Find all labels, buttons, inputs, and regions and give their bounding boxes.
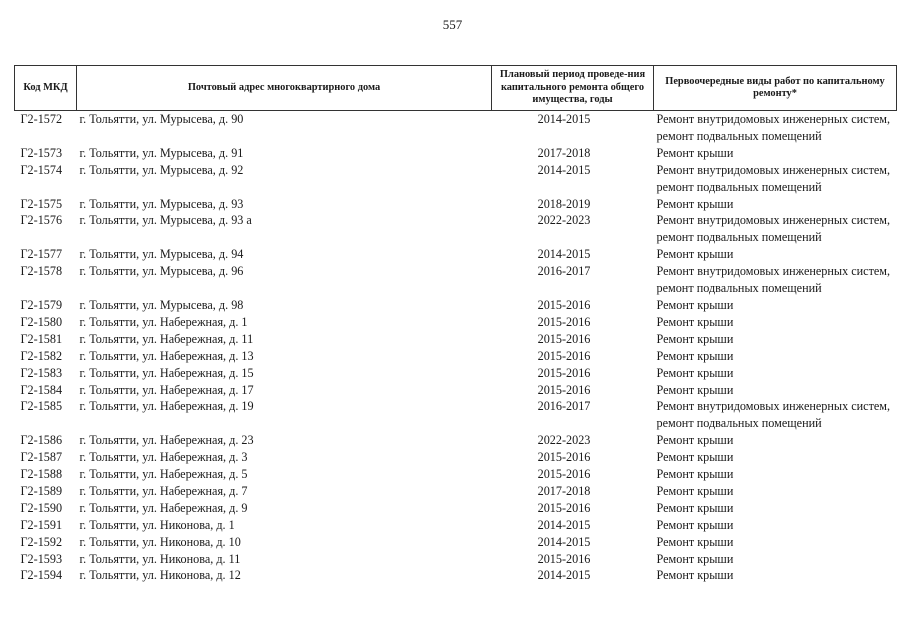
work-type-line: ремонт подвальных помещений [656,281,822,296]
work-type-line: Ремонт внутридомовых инженерных систем, [656,213,891,228]
row-address: г. Тольятти, ул. Набережная, д. 1 [79,314,248,329]
row-code: Г2-1593 [20,551,63,566]
row-works [654,398,897,432]
row-period: 2014-2015 [537,534,591,549]
work-type-line: Ремонт крыши [656,568,734,583]
row-works [654,145,897,162]
row-period: 2015-2016 [537,314,591,329]
row-code: Г2-1573 [20,145,63,160]
row-period: 2015-2016 [537,551,591,566]
row-works [654,517,897,534]
row-code: Г2-1577 [20,247,63,262]
row-address: г. Тольятти, ул. Мурысева, д. 96 [79,264,244,279]
row-address: г. Тольятти, ул. Мурысева, д. 94 [79,247,244,262]
row-period: 2014-2015 [537,568,591,583]
row-code: Г2-1587 [20,450,63,465]
table-row [15,432,897,449]
row-code: Г2-1575 [20,196,63,211]
row-period: 2015-2016 [537,297,591,312]
row-works [654,382,897,399]
row-address: г. Тольятти, ул. Никонова, д. 12 [79,568,241,583]
row-code: Г2-1592 [20,534,63,549]
row-works [654,314,897,331]
row-address: г. Тольятти, ул. Набережная, д. 13 [79,348,254,363]
row-period: 2014-2015 [537,112,591,126]
row-period: 2015-2016 [537,365,591,380]
work-type-line: Ремонт крыши [656,534,734,549]
row-period: 2016-2017 [537,399,591,414]
work-type-line: Ремонт внутридомовых инженерных систем, [656,264,891,279]
table-row [15,382,897,399]
header-works: Первоочередные виды работ по капитальному ремонту* [654,66,897,111]
work-type-line: Ремонт крыши [656,348,734,363]
row-works [654,162,897,196]
row-period: 2022-2023 [537,433,591,448]
page-number: 557 [442,17,463,32]
table-row [15,111,897,145]
row-address: г. Тольятти, ул. Никонова, д. 10 [79,534,241,549]
table-row [15,314,897,331]
row-address: г. Тольятти, ул. Набережная, д. 7 [79,483,248,498]
row-address: г. Тольятти, ул. Мурысева, д. 91 [79,145,244,160]
row-period: 2015-2016 [537,500,591,515]
header-address: Почтовый адрес многоквартирного дома [77,66,492,111]
work-type-line: Ремонт крыши [656,297,734,312]
work-type-line: Ремонт внутридомовых инженерных систем, [656,399,891,414]
table-row [15,551,897,568]
table-row [15,534,897,551]
row-period: 2015-2016 [537,450,591,465]
row-works [654,212,897,246]
row-works [654,432,897,449]
row-code: Г2-1591 [20,517,63,532]
row-period: 2014-2015 [537,517,591,532]
work-type-line: ремонт подвальных помещений [656,128,822,143]
row-works [654,567,897,584]
row-works [654,500,897,517]
work-type-line: Ремонт крыши [656,331,734,346]
table-row [15,449,897,466]
row-works [654,297,897,314]
row-code: Г2-1578 [20,264,63,279]
row-period: 2014-2015 [537,247,591,262]
row-works [654,534,897,551]
row-works [654,551,897,568]
row-code: Г2-1583 [20,365,63,380]
work-type-line: Ремонт внутридомовых инженерных систем, [656,112,891,126]
row-address: г. Тольятти, ул. Мурысева, д. 98 [79,297,244,312]
row-address: г. Тольятти, ул. Набережная, д. 23 [79,433,254,448]
table-row [15,263,897,297]
row-period: 2022-2023 [537,213,591,228]
table-row [15,500,897,517]
row-address: г. Тольятти, ул. Набережная, д. 9 [79,500,248,515]
work-type-line: Ремонт крыши [656,500,734,515]
row-code: Г2-1589 [20,483,63,498]
work-type-line: ремонт подвальных помещений [656,179,822,194]
table-row [15,466,897,483]
row-period: 2017-2018 [537,145,591,160]
table-row [15,246,897,263]
work-type-line: Ремонт крыши [656,551,734,566]
work-type-line: Ремонт крыши [656,517,734,532]
row-period: 2018-2019 [537,196,591,211]
row-address: г. Тольятти, ул. Никонова, д. 1 [79,517,235,532]
table-row [15,196,897,213]
row-period: 2015-2016 [537,382,591,397]
work-type-line: Ремонт крыши [656,450,734,465]
table-row [15,348,897,365]
row-period: 2015-2016 [537,348,591,363]
row-address: г. Тольятти, ул. Мурысева, д. 93 а [79,213,252,228]
row-address: г. Тольятти, ул. Набережная, д. 3 [79,450,248,465]
table-row [15,517,897,534]
row-code: Г2-1572 [20,112,63,126]
row-works [654,483,897,500]
table-row [15,483,897,500]
row-address: г. Тольятти, ул. Набережная, д. 17 [79,382,254,397]
row-works [654,111,897,145]
work-type-line: ремонт подвальных помещений [656,416,822,431]
header-code: Код МКД [15,66,77,111]
row-code: Г2-1581 [20,331,63,346]
work-type-line: Ремонт крыши [656,483,734,498]
row-period: 2014-2015 [537,162,591,177]
table-body [15,111,897,585]
table-row [15,331,897,348]
table-row [15,365,897,382]
row-period: 2015-2016 [537,467,591,482]
row-period: 2017-2018 [537,483,591,498]
row-address: г. Тольятти, ул. Набережная, д. 15 [79,365,254,380]
row-works [654,196,897,213]
row-works [654,365,897,382]
row-code: Г2-1582 [20,348,63,363]
row-code: Г2-1588 [20,467,63,482]
row-code: Г2-1579 [20,297,63,312]
table-header [15,66,897,111]
row-code: Г2-1586 [20,433,63,448]
row-code: Г2-1590 [20,500,63,515]
row-code: Г2-1576 [20,213,63,228]
row-code: Г2-1580 [20,314,63,329]
row-works [654,449,897,466]
row-works [654,348,897,365]
work-type-line: Ремонт крыши [656,145,734,160]
table-row [15,398,897,432]
row-works [654,263,897,297]
row-address: г. Тольятти, ул. Мурысева, д. 92 [79,162,244,177]
row-address: г. Тольятти, ул. Мурысева, д. 93 [79,196,244,211]
row-works [654,331,897,348]
work-type-line: Ремонт крыши [656,365,734,380]
work-type-line: Ремонт крыши [656,467,734,482]
row-works [654,466,897,483]
work-type-line: Ремонт крыши [656,382,734,397]
row-code: Г2-1594 [20,568,63,583]
work-type-line: Ремонт крыши [656,196,734,211]
work-type-line: Ремонт крыши [656,314,734,329]
table-row [15,145,897,162]
table-row [15,162,897,196]
work-type-line: Ремонт крыши [656,247,734,262]
row-period: 2015-2016 [537,331,591,346]
row-works [654,246,897,263]
row-code: Г2-1584 [20,382,63,397]
row-address: г. Тольятти, ул. Набережная, д. 5 [79,467,248,482]
row-address: г. Тольятти, ул. Набережная, д. 19 [79,399,254,414]
work-type-line: ремонт подвальных помещений [656,230,822,245]
work-type-line: Ремонт крыши [656,433,734,448]
row-address: г. Тольятти, ул. Набережная, д. 11 [79,331,254,346]
apartment-building-table [14,65,897,584]
row-address: г. Тольятти, ул. Мурысева, д. 90 [79,112,244,126]
row-address: г. Тольятти, ул. Никонова, д. 11 [79,551,241,566]
header-period: Плановый период проведе-ния капитального ремонта общего имущества, годы [492,66,654,111]
row-code: Г2-1585 [20,399,63,414]
table-row [15,297,897,314]
row-period: 2016-2017 [537,264,591,279]
work-type-line: Ремонт внутридомовых инженерных систем, [656,162,891,177]
row-code: Г2-1574 [20,162,63,177]
table-row [15,212,897,246]
table-row [15,567,897,584]
